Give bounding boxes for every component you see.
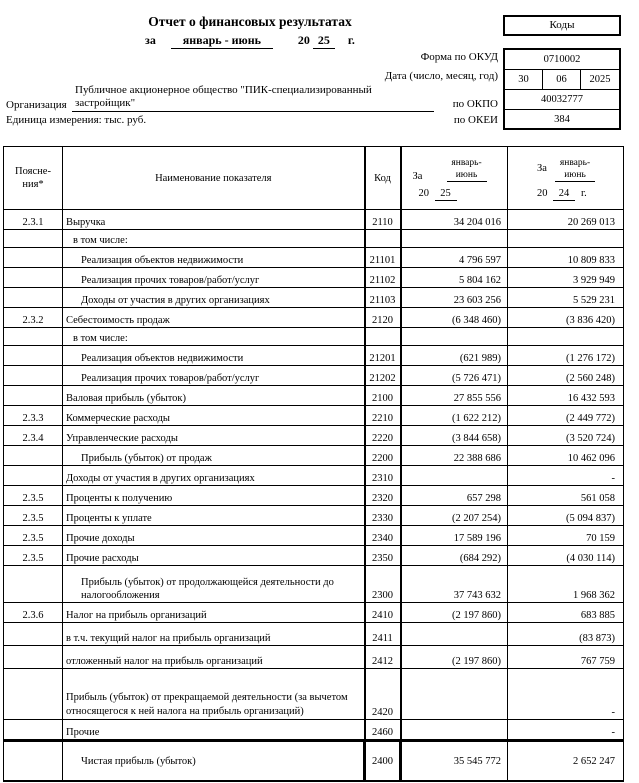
previous-period-value: 70 159 [508, 526, 624, 546]
current-period-value: (3 844 658) [401, 426, 508, 446]
table-row-2410 [4, 603, 624, 623]
previous-period-value: 683 885 [508, 603, 624, 623]
indicator-name-cell: Прибыль (убыток) от продолжающейся деятельности до налогообложения [63, 566, 365, 603]
code-cell: 21103 [365, 288, 401, 308]
period-value: январь - июнь [171, 33, 273, 49]
code-cell: 2210 [365, 406, 401, 426]
table-row-2120 [4, 308, 624, 328]
table-row-2320 [4, 486, 624, 506]
table-row-2340 [4, 526, 624, 546]
current-period-value [401, 623, 508, 646]
indicator-name-cell: Выручка [63, 210, 365, 230]
table-row-2110 [4, 210, 624, 230]
current-period-value [401, 328, 508, 346]
report-title: Отчет о финансовых результатах [148, 14, 352, 29]
code-cell: 2320 [365, 486, 401, 506]
okei-label: по ОКЕИ [453, 114, 498, 126]
col-header-current: За январь-июнь 20 25 [401, 147, 508, 210]
table-header-row [4, 147, 624, 210]
current-period-value: (2 197 860) [401, 603, 508, 623]
previous-period-value: 3 929 949 [508, 268, 624, 288]
note-cell [4, 566, 63, 603]
code-cell: 2400 [365, 741, 401, 782]
report-period: за январь - июнь 20 25 г. [145, 33, 355, 47]
previous-period-value: 16 432 593 [508, 386, 624, 406]
table-row-2200 [4, 446, 624, 466]
note-cell: 2.3.5 [4, 546, 63, 566]
indicator-name-cell: в том числе: [63, 230, 365, 248]
note-cell [4, 466, 63, 486]
previous-period-value: 10 462 096 [508, 446, 624, 466]
indicator-name-cell: Прочие доходы [63, 526, 365, 546]
okud-value: 0710002 [505, 50, 619, 70]
current-period: январь-июнь [447, 157, 487, 182]
indicator-name-cell: Доходы от участия в других организациях [63, 466, 365, 486]
org-name-line1: Публичное акционерное общество "ПИК-специализированный [75, 84, 372, 96]
current-period-value: (5 726 471) [401, 366, 508, 386]
previous-period: январь-июнь [555, 157, 595, 182]
previous-period-value: 20 269 013 [508, 210, 624, 230]
table-row-2411 [4, 623, 624, 646]
current-period-value: (621 989) [401, 346, 508, 366]
org-name-line2: застройщик" [75, 97, 136, 109]
indicator-name-cell: Прибыль (убыток) от прекращаемой деятельности (за вычетом относящегося к ней налога на прибыль организаций) [63, 669, 365, 720]
date-label: Дата (число, месяц, год) [384, 70, 498, 82]
indicator-name-cell: Реализация прочих товаров/работ/услуг [63, 268, 365, 288]
previous-period-value: 5 529 231 [508, 288, 624, 308]
code-cell: 21102 [365, 268, 401, 288]
table-row-2412 [4, 646, 624, 669]
current-period-value: 5 804 162 [401, 268, 508, 288]
note-cell [4, 669, 63, 720]
current-period-value: 22 388 686 [401, 446, 508, 466]
code-cell: 2100 [365, 386, 401, 406]
note-cell [4, 741, 63, 782]
previous-period-value: (83 873) [508, 623, 624, 646]
table-row-21101 [4, 248, 624, 268]
previous-period-value: 10 809 833 [508, 248, 624, 268]
col-header-previous: За январь-июнь 20 24 г. [508, 147, 624, 210]
indicator-name-cell: Реализация объектов недвижимости [63, 248, 365, 268]
table-row-21103 [4, 288, 624, 308]
previous-period-value: 2 652 247 [508, 741, 624, 782]
col-header-name: Наименование показателя [63, 147, 365, 210]
indicator-name-cell: Реализация прочих товаров/работ/услуг [63, 366, 365, 386]
current-period-value: (2 197 860) [401, 646, 508, 669]
table-row-2220 [4, 426, 624, 446]
indicator-name-cell: Чистая прибыль (убыток) [63, 741, 365, 782]
indicator-name-cell: Проценты к получению [63, 486, 365, 506]
current-period-value: 4 796 597 [401, 248, 508, 268]
current-period-value: (1 622 212) [401, 406, 508, 426]
note-cell [4, 720, 63, 741]
note-cell [4, 328, 63, 346]
unit-label: Единица измерения: тыс. руб. [6, 114, 147, 126]
current-year: 25 [435, 188, 457, 201]
code-cell: 2200 [365, 446, 401, 466]
codes-header: Коды [503, 15, 621, 36]
indicator-name-cell: Себестоимость продаж [63, 308, 365, 328]
okei-value: 384 [554, 114, 570, 125]
table-row-2400 [4, 741, 624, 782]
note-cell [4, 646, 63, 669]
note-cell: 2.3.2 [4, 308, 63, 328]
previous-period-value: (1 276 172) [508, 346, 624, 366]
indicator-name-cell: Прочие расходы [63, 546, 365, 566]
indicator-name-cell: Прочие [63, 720, 365, 741]
previous-period-value [508, 328, 624, 346]
table-row-2460 [4, 720, 624, 741]
current-period-value: 35 545 772 [401, 741, 508, 782]
code-cell [365, 328, 401, 346]
indicator-name-cell: в т.ч. текущий налог на прибыль организаций [63, 623, 365, 646]
date-cells [505, 70, 619, 90]
code-cell: 2410 [365, 603, 401, 623]
code-cell: 2340 [365, 526, 401, 546]
code-cell: 2420 [365, 669, 401, 720]
code-cell: 2310 [365, 466, 401, 486]
codes-box [503, 48, 621, 130]
previous-period-value: - [508, 720, 624, 741]
okud-label: Форма по ОКУД [420, 51, 498, 63]
code-cell: 2412 [365, 646, 401, 669]
previous-period-value: (3 836 420) [508, 308, 624, 328]
current-period-value: 34 204 016 [401, 210, 508, 230]
previous-period-value: (4 030 114) [508, 546, 624, 566]
table-row-blank-1 [4, 230, 624, 248]
code-cell: 2300 [365, 566, 401, 603]
note-cell [4, 623, 63, 646]
indicator-name-cell: Коммерческие расходы [63, 406, 365, 426]
note-cell: 2.3.6 [4, 603, 63, 623]
table-row-blank-6 [4, 328, 624, 346]
okpo-value: 40032777 [505, 90, 619, 110]
current-period-value: 37 743 632 [401, 566, 508, 603]
previous-period-value: (2 560 248) [508, 366, 624, 386]
previous-period-value: 1 968 362 [508, 566, 624, 603]
indicator-name-cell: в том числе: [63, 328, 365, 346]
code-cell: 2460 [365, 720, 401, 741]
previous-year: 24 [553, 188, 575, 201]
indicator-name-cell: отложенный налог на прибыль организаций [63, 646, 365, 669]
okpo-label: по ОКПО [452, 98, 498, 110]
note-cell [4, 346, 63, 366]
code-cell: 21101 [365, 248, 401, 268]
indicator-name-cell: Проценты к уплате [63, 506, 365, 526]
code-cell: 2411 [365, 623, 401, 646]
code-cell: 2350 [365, 546, 401, 566]
indicator-name-cell: Налог на прибыль организаций [63, 603, 365, 623]
note-cell [4, 230, 63, 248]
col-header-code: Код [365, 147, 401, 210]
current-period-value: 17 589 196 [401, 526, 508, 546]
previous-period-value: 767 759 [508, 646, 624, 669]
code-cell: 21201 [365, 346, 401, 366]
date-day: 30 [505, 70, 543, 89]
previous-period-value: - [508, 466, 624, 486]
previous-period-value: (5 094 837) [508, 506, 624, 526]
current-period-value: (6 348 460) [401, 308, 508, 328]
code-cell: 2220 [365, 426, 401, 446]
table-row-2330 [4, 506, 624, 526]
table-row-21102 [4, 268, 624, 288]
indicator-name-cell: Реализация объектов недвижимости [63, 346, 365, 366]
current-period-value [401, 230, 508, 248]
date-month: 06 [543, 70, 581, 89]
org-underline [72, 111, 434, 112]
date-year: 2025 [589, 74, 611, 85]
note-cell [4, 366, 63, 386]
previous-period-value: (3 520 724) [508, 426, 624, 446]
table-row-2350 [4, 546, 624, 566]
table-row-21202 [4, 366, 624, 386]
indicator-name-cell: Валовая прибыль (убыток) [63, 386, 365, 406]
current-period-value [401, 466, 508, 486]
code-cell: 2330 [365, 506, 401, 526]
indicator-name-cell: Управленческие расходы [63, 426, 365, 446]
note-cell [4, 248, 63, 268]
current-period-value: (2 207 254) [401, 506, 508, 526]
current-period-value [401, 720, 508, 741]
period-year: 25 [313, 33, 335, 49]
table-row-2420 [4, 669, 624, 720]
col-header-note: Поясне-ния* [4, 147, 63, 210]
current-period-value: 657 298 [401, 486, 508, 506]
financial-results-table [3, 146, 624, 782]
table-row-2100 [4, 386, 624, 406]
code-cell [365, 230, 401, 248]
note-cell: 2.3.3 [4, 406, 63, 426]
org-label: Организация [6, 99, 67, 111]
current-period-value: (684 292) [401, 546, 508, 566]
previous-period-value: - [508, 669, 624, 720]
note-cell: 2.3.4 [4, 426, 63, 446]
note-cell [4, 288, 63, 308]
indicator-name-cell: Доходы от участия в других организациях [63, 288, 365, 308]
code-cell: 21202 [365, 366, 401, 386]
code-cell: 2120 [365, 308, 401, 328]
note-cell: 2.3.5 [4, 506, 63, 526]
previous-period-value: (2 449 772) [508, 406, 624, 426]
indicator-name-cell: Прибыль (убыток) от продаж [63, 446, 365, 466]
previous-period-value [508, 230, 624, 248]
note-cell: 2.3.5 [4, 486, 63, 506]
table-row-21201 [4, 346, 624, 366]
code-cell: 2110 [365, 210, 401, 230]
previous-period-value: 561 058 [508, 486, 624, 506]
note-cell [4, 268, 63, 288]
current-period-value: 23 603 256 [401, 288, 508, 308]
note-cell: 2.3.1 [4, 210, 63, 230]
note-cell [4, 446, 63, 466]
note-cell [4, 386, 63, 406]
note-cell: 2.3.5 [4, 526, 63, 546]
current-period-value: 27 855 556 [401, 386, 508, 406]
current-period-value [401, 669, 508, 720]
table-row-2310 [4, 466, 624, 486]
table-row-2300 [4, 566, 624, 603]
table-row-2210 [4, 406, 624, 426]
